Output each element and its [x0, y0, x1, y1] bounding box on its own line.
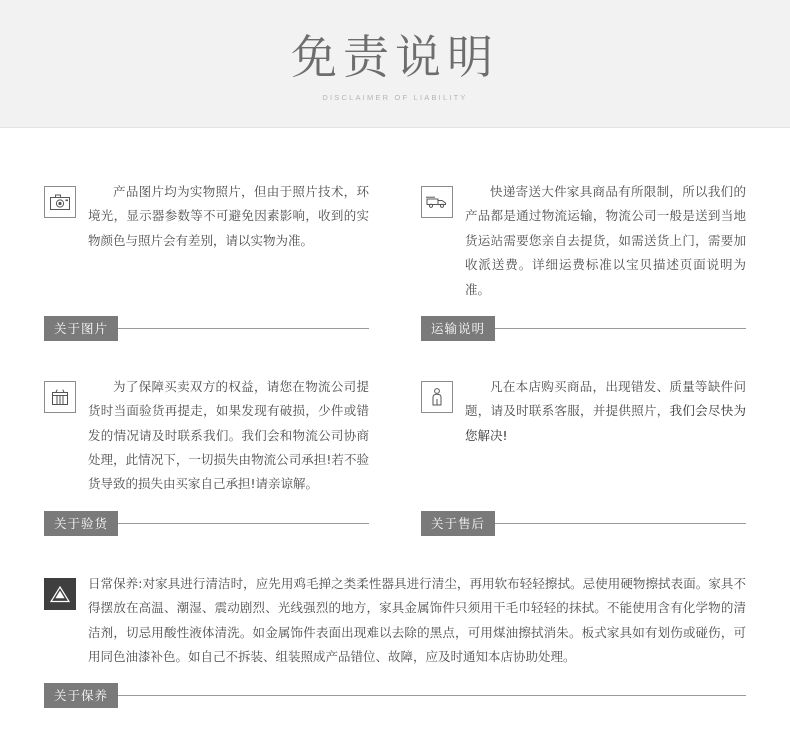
section-transport [421, 180, 746, 341]
section-row-2 [44, 375, 746, 536]
section-maintenance [44, 572, 746, 709]
section-row-1 [44, 180, 746, 341]
service-person-icon [421, 381, 453, 413]
content-area [0, 180, 790, 708]
section-maintenance-label [44, 669, 746, 708]
divider [118, 695, 746, 696]
section-pictures [44, 180, 369, 341]
section-transport-text: 快递寄送大件家具商品有所限制，所以我们的产品都是通过物流运输，物流公司一般是送到当地货运站需要您亲自去提货，如需送货上门，需要加收派送费。详细运费标准以宝贝描述页面说明为准。 [465, 184, 746, 297]
section-transport-label [421, 302, 746, 341]
page-title: 免责说明 [291, 30, 499, 85]
warning-triangle-icon [44, 578, 76, 610]
section-aftersale-text-emphasis: 我们会尽快为您解决! [465, 403, 746, 443]
section-pictures-label [44, 302, 369, 341]
divider [495, 523, 746, 524]
page-subtitle: DISCLAIMER OF LIABILITY [322, 92, 468, 102]
section-inspection-label [44, 497, 369, 536]
section-aftersale-tag: 关于售后 [421, 511, 495, 536]
divider [495, 328, 746, 329]
camera-icon [44, 186, 76, 218]
section-inspection-tag: 关于验货 [44, 511, 118, 536]
section-aftersale-label [421, 497, 746, 536]
section-aftersale-text [465, 375, 746, 448]
package-icon [44, 381, 76, 413]
section-aftersale-text-main: 凡在本店购买商品，出现错发、质量等缺件问题，请及时联系客服，并提供照片， [465, 378, 746, 419]
section-inspection-text: 为了保障买卖双方的权益，请您在物流公司提货时当面验货再提走，如果发现有破损，少件或错发的情况请及时联系我们。我们会和物流公司协商处理，此情况下，一切损失由物流公司承担!若不验货导致的损失由买家自己承担!请亲谅解。 [88, 378, 369, 492]
divider [118, 523, 369, 524]
section-maintenance-text: 日常保养:对家具进行清洁时，应先用鸡毛掸之类柔性器具进行清尘，再用软布轻轻擦拭。忌使用硬物擦拭表面。家具不得摆放在高温、潮湿、震动剧烈、光线强烈的地方，家具金属饰件只须用干毛巾轻轻的抹拭。不能使用含有化学物的清洁剂，切忌用酸性液体清洗。如金属饰件表面出现难以去除的黑点，可用煤油擦拭消朱。板式家具如有划伤或碰伤，可用同色油漆补色。如自己不拆装、组装照成产品错位、故障，应及时通知本店协助处理。 [88, 575, 746, 664]
section-aftersale [421, 375, 746, 536]
section-maintenance-tag: 关于保养 [44, 683, 118, 708]
section-inspection [44, 375, 369, 536]
divider [118, 328, 369, 329]
section-pictures-text: 产品图片均为实物照片，但由于照片技术，环境光，显示器参数等不可避免因素影响，收到的实物颜色与照片会有差别，请以实物为准。 [88, 184, 369, 248]
truck-icon [421, 186, 453, 218]
section-transport-tag: 运输说明 [421, 316, 495, 341]
section-pictures-tag: 关于图片 [44, 316, 118, 341]
section-row-3 [44, 572, 746, 709]
page-header [0, 0, 790, 128]
